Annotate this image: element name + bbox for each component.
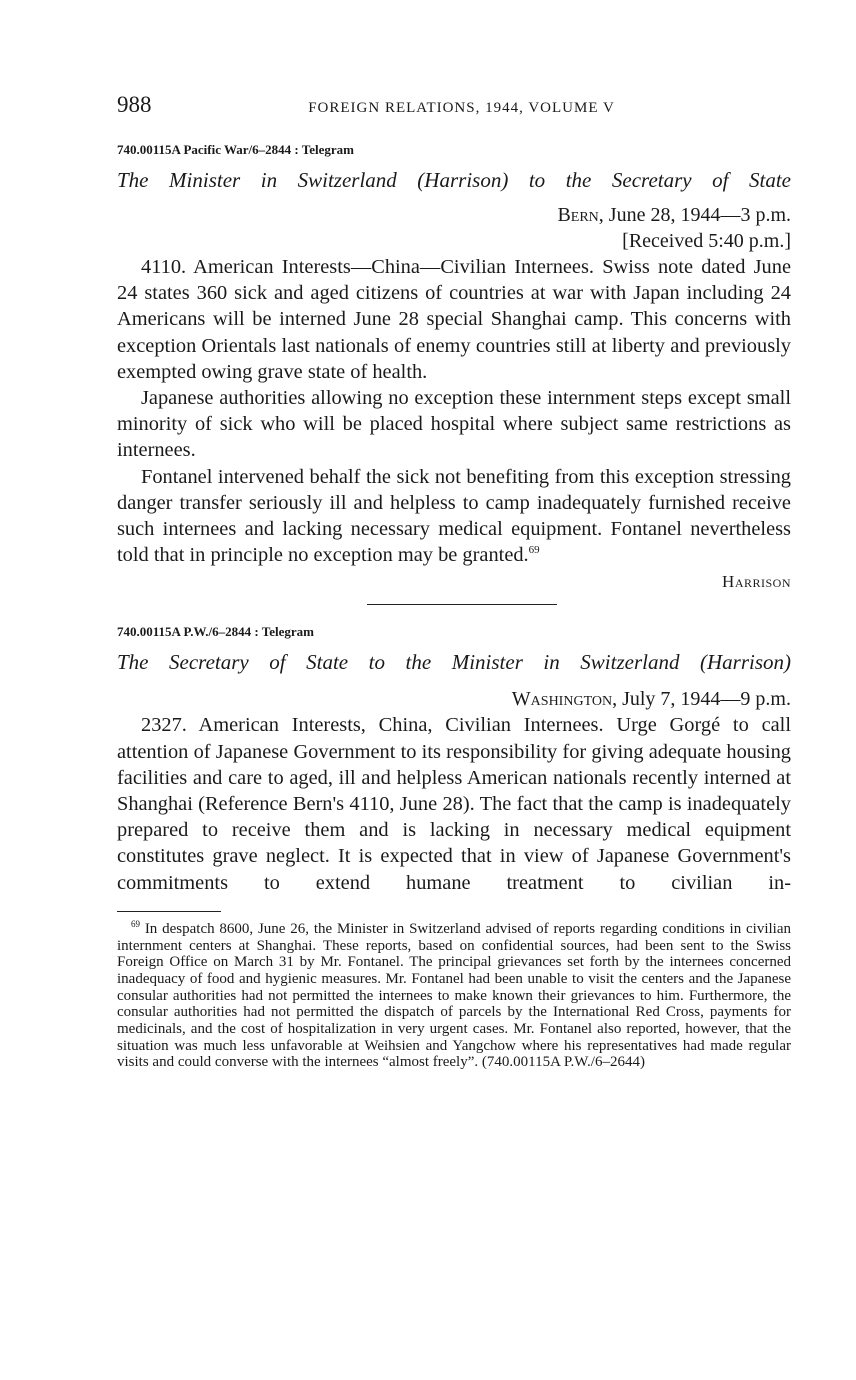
footnote-number: 69 <box>131 918 140 929</box>
file-reference: 740.00115A P.W./6–2844 : Telegram <box>117 624 314 640</box>
dateline-date: , June 28, 1944—3 p.m. <box>598 204 791 226</box>
document-2 <box>117 624 791 895</box>
document-title: The Minister in Switzerland (Harrison) to the Secretary of State <box>117 168 791 192</box>
document-1 <box>117 142 791 594</box>
dateline-date: , July 7, 1944—9 p.m. <box>612 688 791 711</box>
running-title: FOREIGN RELATIONS, 1944, VOLUME V <box>308 100 615 116</box>
body-paragraph <box>117 464 791 569</box>
document-page <box>117 92 791 1071</box>
running-head <box>117 92 791 126</box>
footnote <box>117 918 791 1071</box>
footnote-reference: 69 <box>528 544 540 557</box>
dateline <box>117 202 791 228</box>
footnote-text: In despatch 8600, June 26, the Minister in Switzerland advised of reports regarding conditions in civilian internment centers at Shanghai. These reports, based on confidential sources, had been sent to the Swiss Foreign Office on March 31 by Mr. Fontanel. The principal grievances set forth by the internees concerned inadequacy of food and hygienic measures. Mr. Fontanel had been unable to visit the centers and the Japanese consular authorities had not permitted the internees to make known their grievances to him. Furthermore, the consular authorities had not permitted the dispatch of parcels by the International Red Cross, payments for medicinals, and the cost of hospitalization in very urgent cases. Mr. Fontanel also reported, however, that the situation was much less unfavorable at Weihsien and Yangchow where his representatives had made regular visits and could converse with the internees “almost freely”. (740.00115A P.W./6–2644) <box>117 920 791 1071</box>
footnote-divider <box>117 911 221 912</box>
file-reference: 740.00115A Pacific War/6–2844 : Telegram <box>117 142 354 157</box>
body-paragraph: 2327. American Interests, China, Civilian Internees. Urge Gorgé to call attention of Japanese Government to its responsibility for giving adequate housing facilities and care to aged, ill and helpless American nationals recently interned at Shanghai (Reference Bern's 4110, June 28). The fact that the camp is inadequately prepared to receive them and is lacking in necessary medical equipment constitutes grave neglect. It is expected that in view of Japanese Government's commitments to extend humane treatment to civilian in- <box>117 714 791 894</box>
section-divider <box>367 604 557 605</box>
dateline-place: Bern <box>557 204 599 226</box>
body-paragraph-text: Fontanel intervened behalf the sick not benefiting from this exception stressing danger transfer seriously ill and helpless to camp inadequately furnished receive such internees and lacking necessary medical equipment. Fontanel nevertheless told that in principle no exception may be granted. <box>117 465 791 567</box>
body-paragraph: 4110. American Interests—China—Civilian Internees. Swiss note dated June 24 states 360 sick and aged citizens of countries at war with Japan including 24 Americans will be interned June 28 special Shanghai camp. This concerns with exception Orientals last nationals of enemy countries still at liberty and previously exempted owing grave state of health. <box>117 256 791 383</box>
signature: Harrison <box>722 572 791 592</box>
document-title: The Secretary of State to the Minister in Switzerland (Harrison) <box>117 650 791 675</box>
page-number: 988 <box>117 92 152 117</box>
body-paragraph: Japanese authorities allowing no exception these internment steps except small minority of sick who will be placed hospital where subject same restrictions as internees. <box>117 387 791 462</box>
dateline <box>117 686 791 712</box>
dateline-place: Washington <box>511 688 613 711</box>
received-time: [Received 5:40 p.m.] <box>622 230 791 252</box>
